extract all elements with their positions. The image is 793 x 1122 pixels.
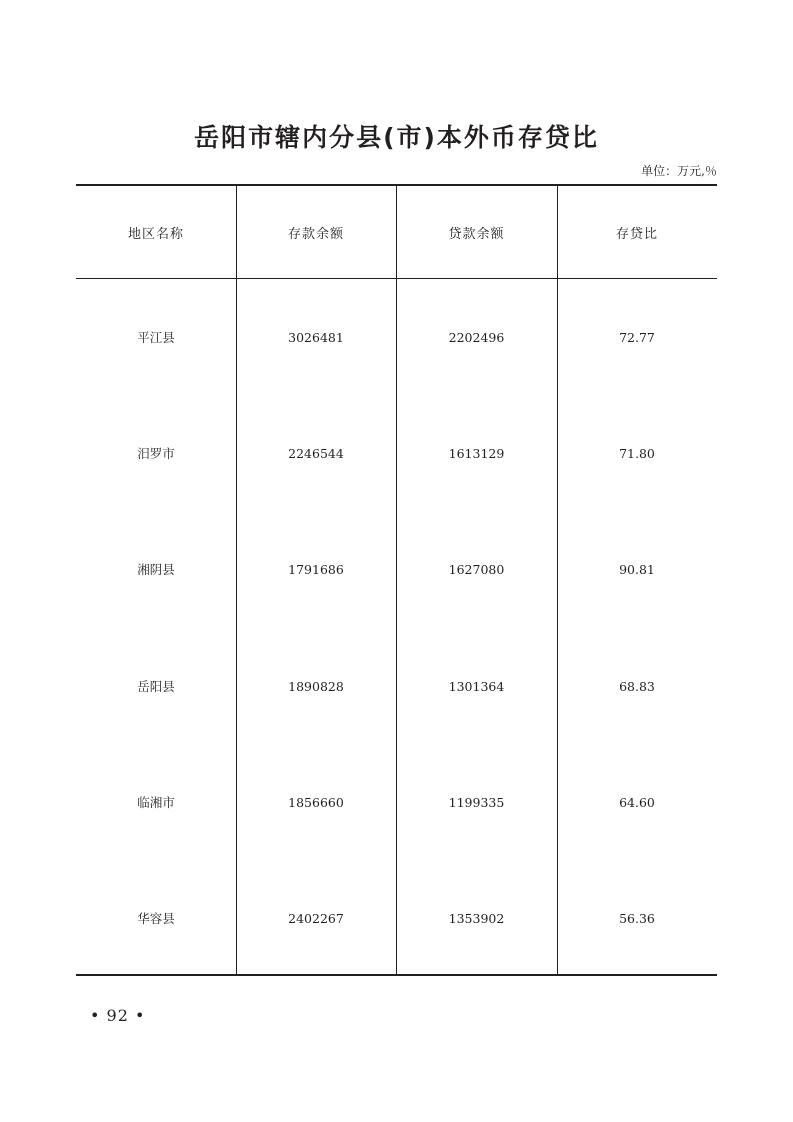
cell-ratio: 72.77 (619, 329, 655, 345)
page-number: • 92 • (90, 1006, 146, 1025)
cell-region: 汨罗市 (137, 446, 175, 461)
cell-deposit: 1856660 (288, 794, 344, 810)
cell-deposit: 2402267 (288, 910, 344, 926)
table-row (76, 860, 717, 976)
cell-loan: 1613129 (448, 445, 505, 461)
cell-region: 湘阴县 (137, 562, 175, 577)
cell-ratio: 68.83 (619, 678, 655, 694)
cell-loan: 2202496 (448, 329, 505, 345)
cell-deposit: 2246544 (288, 445, 344, 461)
cell-ratio: 64.60 (619, 794, 655, 810)
cell-ratio: 71.80 (619, 445, 655, 461)
cell-deposit: 3026481 (288, 329, 344, 345)
page-title: 岳阳市辖内分县(市)本外币存贷比 (194, 123, 599, 152)
table-row (76, 395, 717, 511)
table-row (76, 279, 717, 395)
cell-deposit: 1791686 (288, 561, 344, 577)
cell-loan: 1199335 (448, 794, 505, 810)
table-header (76, 186, 717, 279)
header-deposit: 存款余额 (287, 227, 344, 242)
cell-ratio: 56.36 (619, 910, 655, 926)
cell-loan: 1353902 (448, 910, 505, 926)
cell-loan: 1627080 (448, 561, 505, 577)
cell-deposit: 1890828 (288, 678, 344, 694)
data-table (76, 184, 717, 976)
cell-loan: 1301364 (448, 678, 505, 694)
table-row (76, 628, 717, 744)
header-ratio: 存贷比 (615, 227, 658, 242)
cell-region: 临湘市 (137, 795, 175, 810)
cell-ratio: 90.81 (619, 561, 655, 577)
unit-label: 单位：万元,％ (641, 164, 717, 178)
cell-region: 平江县 (137, 330, 175, 345)
cell-region: 岳阳县 (137, 679, 175, 694)
cell-region: 华容县 (137, 911, 175, 926)
table-row (76, 511, 717, 627)
header-loan: 贷款余额 (448, 227, 505, 242)
table-row (76, 744, 717, 860)
header-region: 地区名称 (127, 227, 184, 242)
table-body (76, 279, 717, 976)
